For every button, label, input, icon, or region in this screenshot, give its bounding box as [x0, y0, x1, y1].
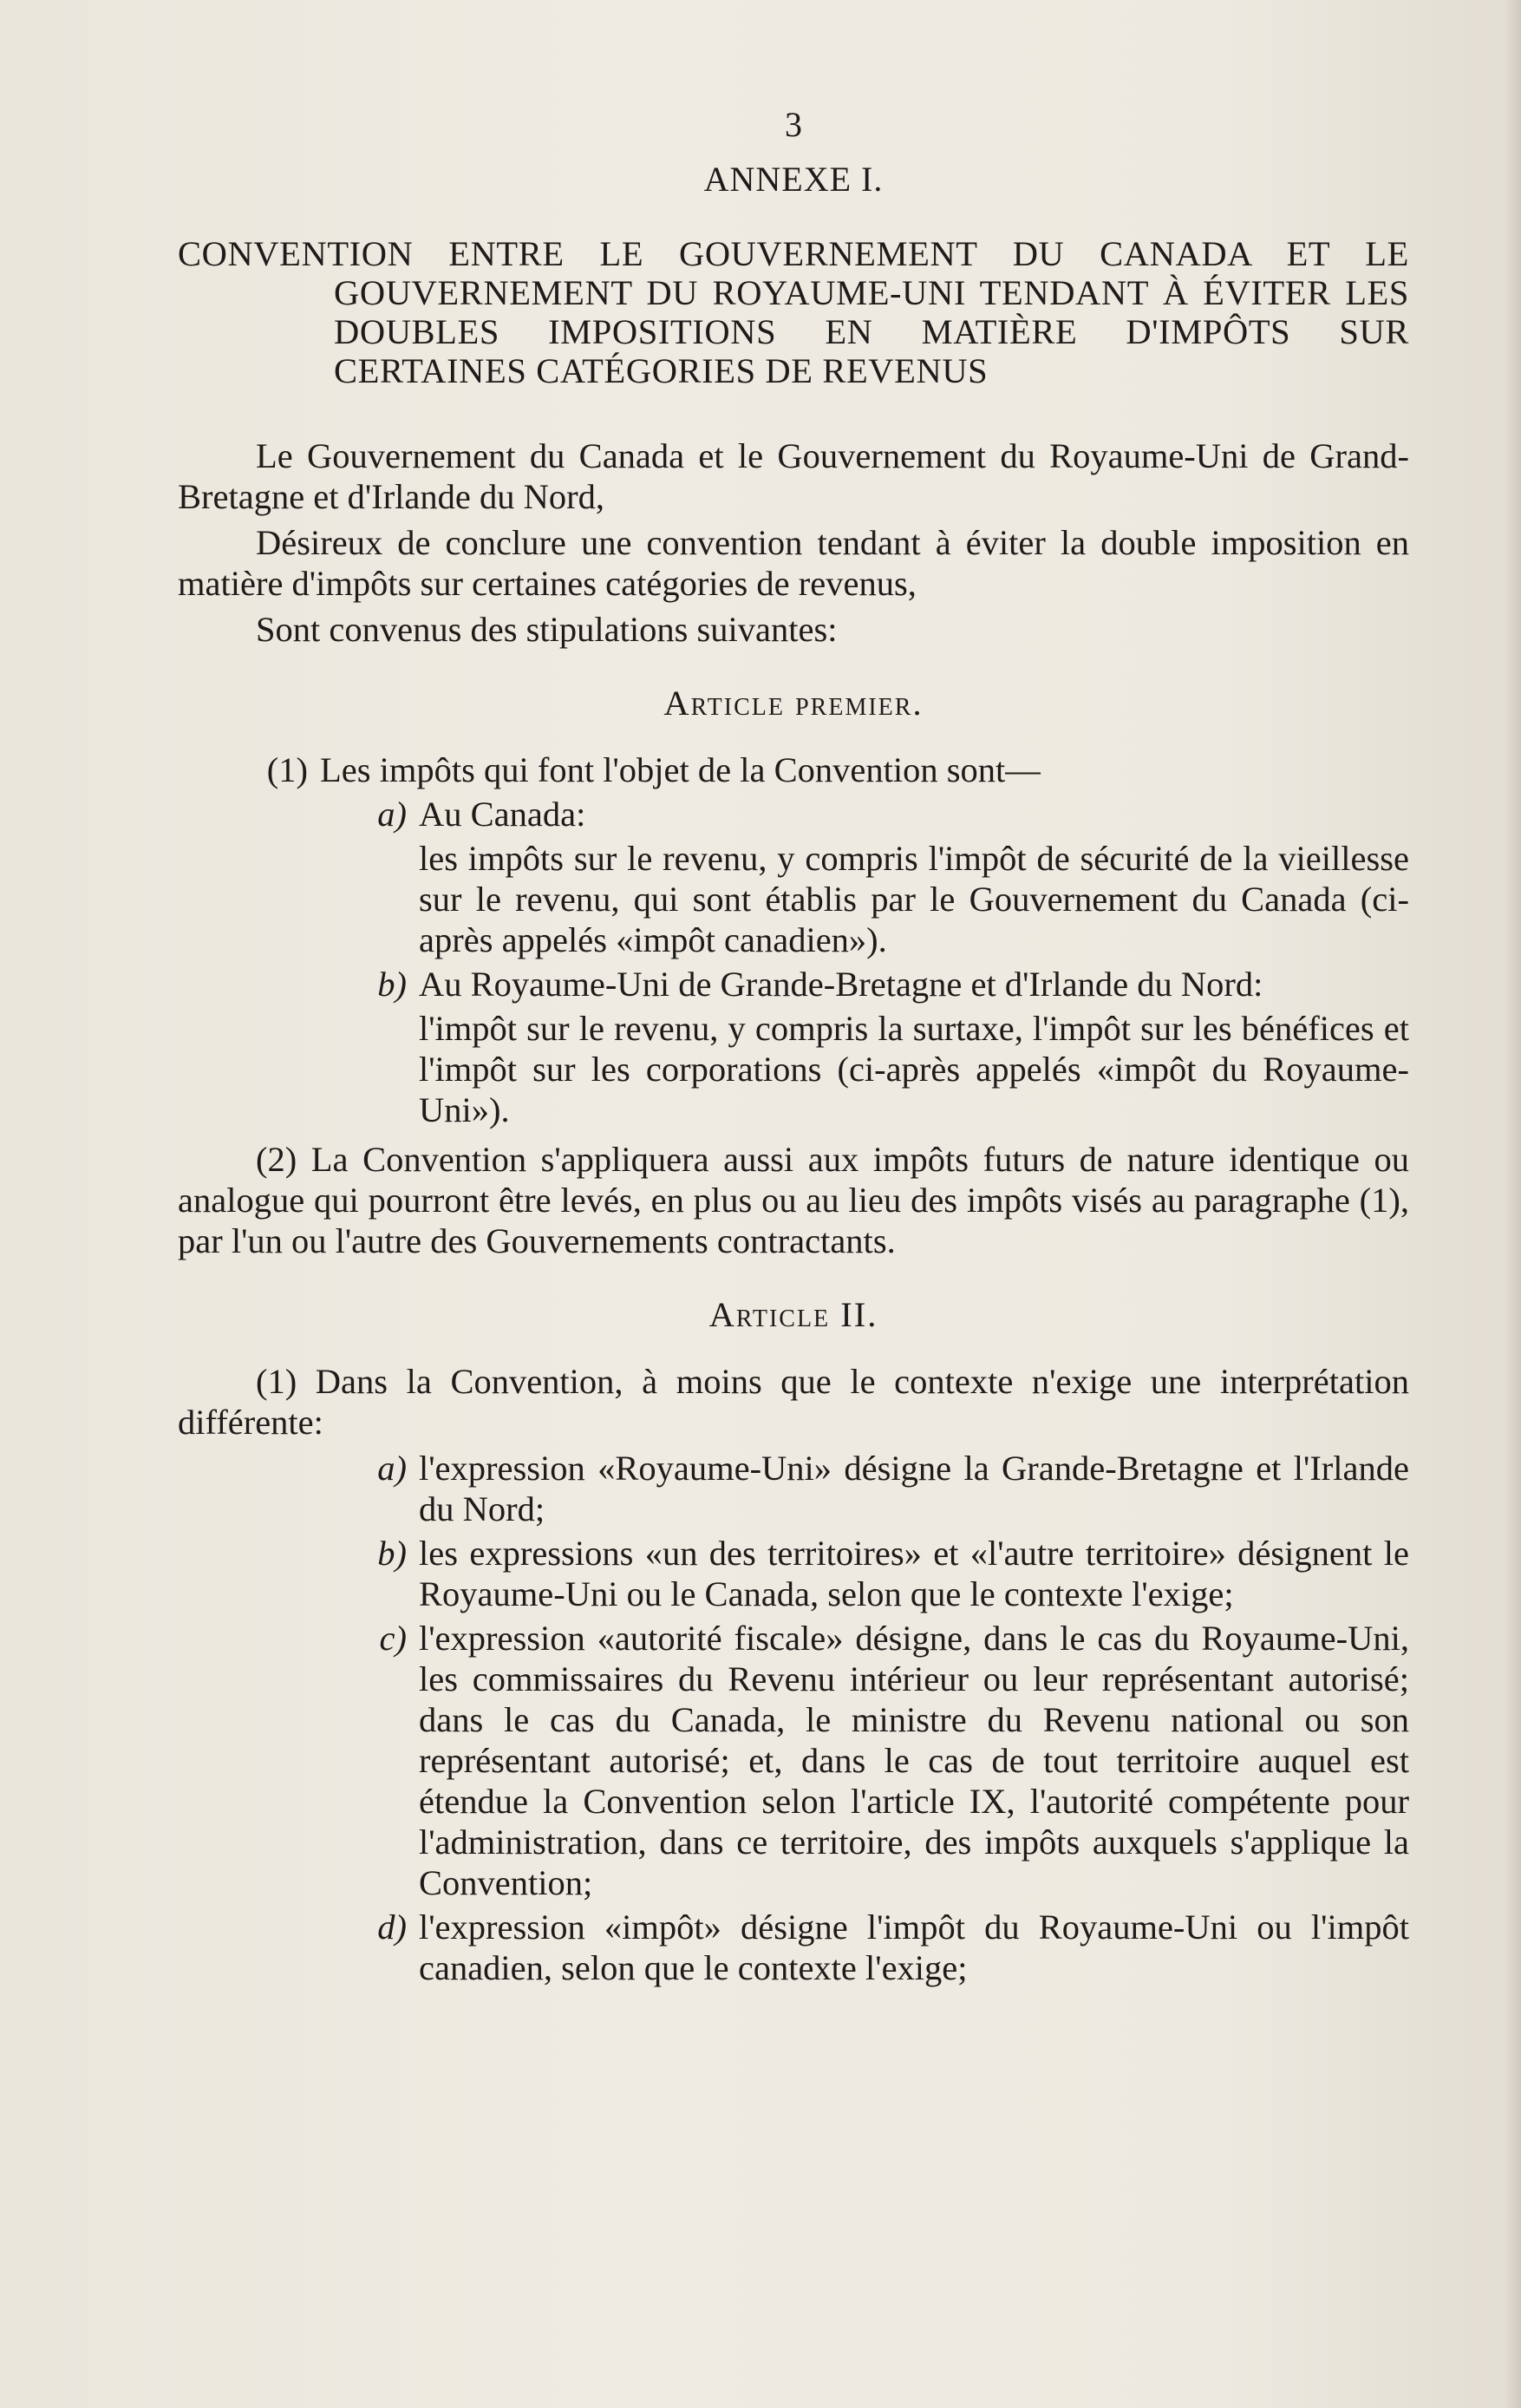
item-label: b)	[377, 1534, 407, 1573]
article-paragraph: (1) Dans la Convention, à moins que le contexte n'exige une interprétation différente:	[178, 1362, 1409, 1442]
item-heading: Au Royaume-Uni de Grande-Bretagne et d'Irlande du Nord:	[419, 965, 1263, 1004]
list-item	[351, 1448, 1409, 1529]
item-text: les expressions «un des territoires» et «l'autre territoire» désignent le Royaume-Uni ou le Canada, selon que le contexte l'exige;	[419, 1534, 1409, 1613]
list-item	[351, 1907, 1409, 1988]
article-paragraph	[178, 749, 1409, 790]
list-item	[351, 794, 1409, 834]
item-text: l'expression «autorité fiscale» désigne, dans le cas du Royaume-Uni, les commissaires du Revenu intérieur ou leur représentant autorisé; dans le cas du Canada, le ministre du Revenu national ou son représentant autorisé; et, dans le cas de tout territoire auquel est étendue la Convention selon l'article IX, l'autorité compétente pour l'administration, dans ce territoire, des impôts auxquels s'applique la Convention;	[419, 1619, 1409, 1902]
list-item	[351, 1618, 1409, 1903]
item-heading: Au Canada:	[419, 795, 586, 834]
document-body	[178, 104, 1409, 1992]
preamble-paragraph: Sont convenus des stipulations suivantes:	[256, 610, 838, 649]
item-label: d)	[377, 1907, 407, 1947]
paragraph-number: (1)	[266, 750, 308, 789]
item-text: l'expression «impôt» désigne l'impôt du Royaume-Uni ou l'impôt canadien, selon que le contexte l'exige;	[419, 1907, 1409, 1987]
page-number: 3	[785, 105, 802, 144]
article-heading: Article II.	[708, 1295, 878, 1334]
preamble-paragraph: Désireux de conclure une convention tendant à éviter la double imposition en matière d'impôts sur certaines catégories de revenus,	[178, 523, 1409, 603]
page-edge-shadow	[1505, 0, 1521, 2408]
item-label: c)	[379, 1619, 407, 1658]
item-label: b)	[377, 965, 407, 1004]
list-item	[351, 1533, 1409, 1614]
item-label: a)	[377, 1449, 407, 1488]
item-text: les impôts sur le revenu, y compris l'impôt de sécurité de la vieillesse sur le revenu, qui sont établis par le Gouvernement du Canada (ci-après appelés «impôt canadien»).	[419, 839, 1409, 959]
preamble-paragraph: Le Gouvernement du Canada et le Gouvernement du Royaume-Uni de Grand-Bretagne et d'Irlande du Nord,	[178, 436, 1409, 516]
convention-title: CONVENTION ENTRE LE GOUVERNEMENT DU CANADA ET LE GOUVERNEMENT DU ROYAUME-UNI TENDANT À ÉVITER LES DOUBLES IMPOSITIONS EN MATIÈRE D'IMPÔTS SUR CERTAINES CATÉGORIES DE REVENUS	[178, 234, 1409, 390]
article-heading: Article premier.	[663, 684, 924, 723]
list-item	[351, 964, 1409, 1004]
item-label: a)	[377, 795, 407, 834]
annex-title: ANNEXE I.	[703, 160, 884, 199]
item-text: l'expression «Royaume-Uni» désigne la Grande-Bretagne et l'Irlande du Nord;	[419, 1449, 1409, 1528]
item-text: l'impôt sur le revenu, y compris la surtaxe, l'impôt sur les bénéfices et l'impôt sur les corporations (ci-après appelés «impôt du Royaume-Uni»).	[419, 1009, 1409, 1129]
article-paragraph: (2) La Convention s'appliquera aussi aux impôts futurs de nature identique ou analogue qui pourront être levés, en plus ou au lieu des impôts visés au paragraphe (1), par l'un ou l'autre des Gouvernements contractants.	[178, 1140, 1409, 1260]
paragraph-text: Les impôts qui font l'objet de la Convention sont—	[320, 750, 1041, 789]
